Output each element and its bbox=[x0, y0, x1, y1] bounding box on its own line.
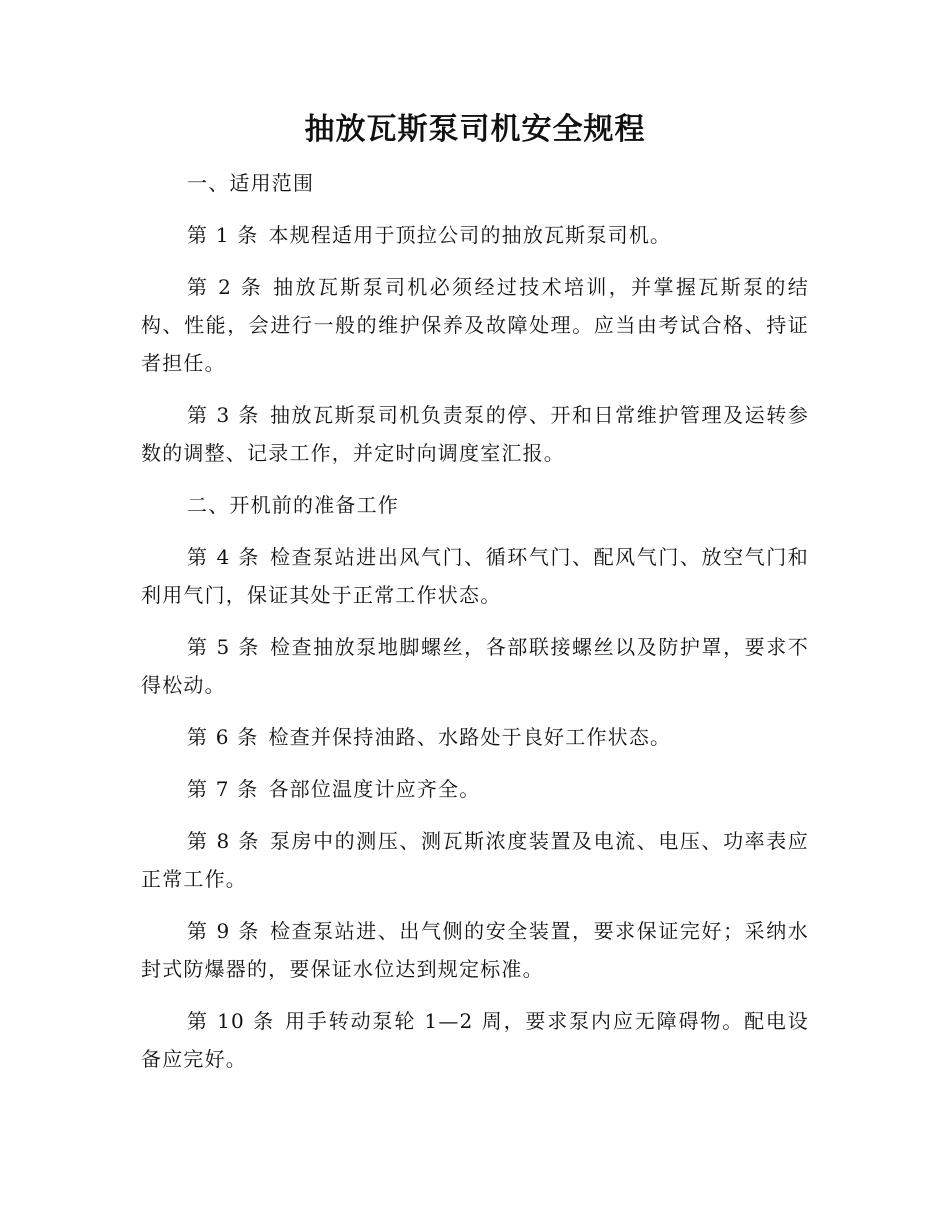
article-text: 检查抽放泵地脚螺丝，各部联接螺丝以及防护罩，要求不得松动。 bbox=[141, 635, 809, 697]
article-5 bbox=[141, 628, 809, 704]
article-2 bbox=[141, 268, 809, 382]
article-6 bbox=[141, 718, 809, 756]
article-label: 第 2 条 bbox=[187, 275, 264, 299]
article-text: 各部位温度计应齐全。 bbox=[268, 777, 481, 801]
article-10 bbox=[141, 1002, 809, 1078]
section-heading: 一、适用范围 bbox=[187, 171, 315, 195]
article-text: 检查泵站进、出气侧的安全装置，要求保证完好；采纳水封式防爆器的，要保证水位达到规定标准。 bbox=[141, 919, 809, 981]
article-label: 第 3 条 bbox=[187, 403, 260, 427]
document-title: 抽放瓦斯泵司机安全规程 bbox=[304, 112, 646, 147]
article-7 bbox=[141, 770, 809, 808]
article-label: 第 8 条 bbox=[187, 829, 260, 853]
article-text: 本规程适用于顶拉公司的抽放瓦斯泵司机。 bbox=[268, 223, 672, 247]
article-label: 第 5 条 bbox=[187, 635, 260, 659]
article-text: 检查并保持油路、水路处于良好工作状态。 bbox=[268, 725, 672, 749]
article-label: 第 9 条 bbox=[187, 919, 260, 943]
document-body bbox=[141, 164, 809, 1092]
article-3 bbox=[141, 396, 809, 472]
article-4 bbox=[141, 538, 809, 614]
article-1 bbox=[141, 216, 809, 254]
article-label: 第 4 条 bbox=[187, 545, 260, 569]
article-9 bbox=[141, 912, 809, 988]
article-8 bbox=[141, 822, 809, 898]
article-label: 第 10 条 bbox=[187, 1009, 276, 1033]
article-text: 泵房中的测压、测瓦斯浓度装置及电流、电压、功率表应正常工作。 bbox=[141, 829, 809, 891]
article-label: 第 7 条 bbox=[187, 777, 259, 801]
article-text: 抽放瓦斯泵司机负责泵的停、开和日常维护管理及运转参数的调整、记录工作，并定时向调度室汇报。 bbox=[141, 403, 809, 465]
article-text: 检查泵站进出风气门、循环气门、配风气门、放空气门和利用气门，保证其处于正常工作状态。 bbox=[141, 545, 809, 607]
section-heading: 二、开机前的准备工作 bbox=[187, 493, 399, 517]
article-text: 抽放瓦斯泵司机必须经过技术培训，并掌握瓦斯泵的结构、性能，会进行一般的维护保养及故障处理。应当由考试合格、持证者担任。 bbox=[141, 275, 809, 375]
article-label: 第 1 条 bbox=[187, 223, 259, 247]
article-text: 用手转动泵轮 1—2 周，要求泵内应无障碍物。配电设备应完好。 bbox=[141, 1009, 809, 1071]
article-label: 第 6 条 bbox=[187, 725, 259, 749]
